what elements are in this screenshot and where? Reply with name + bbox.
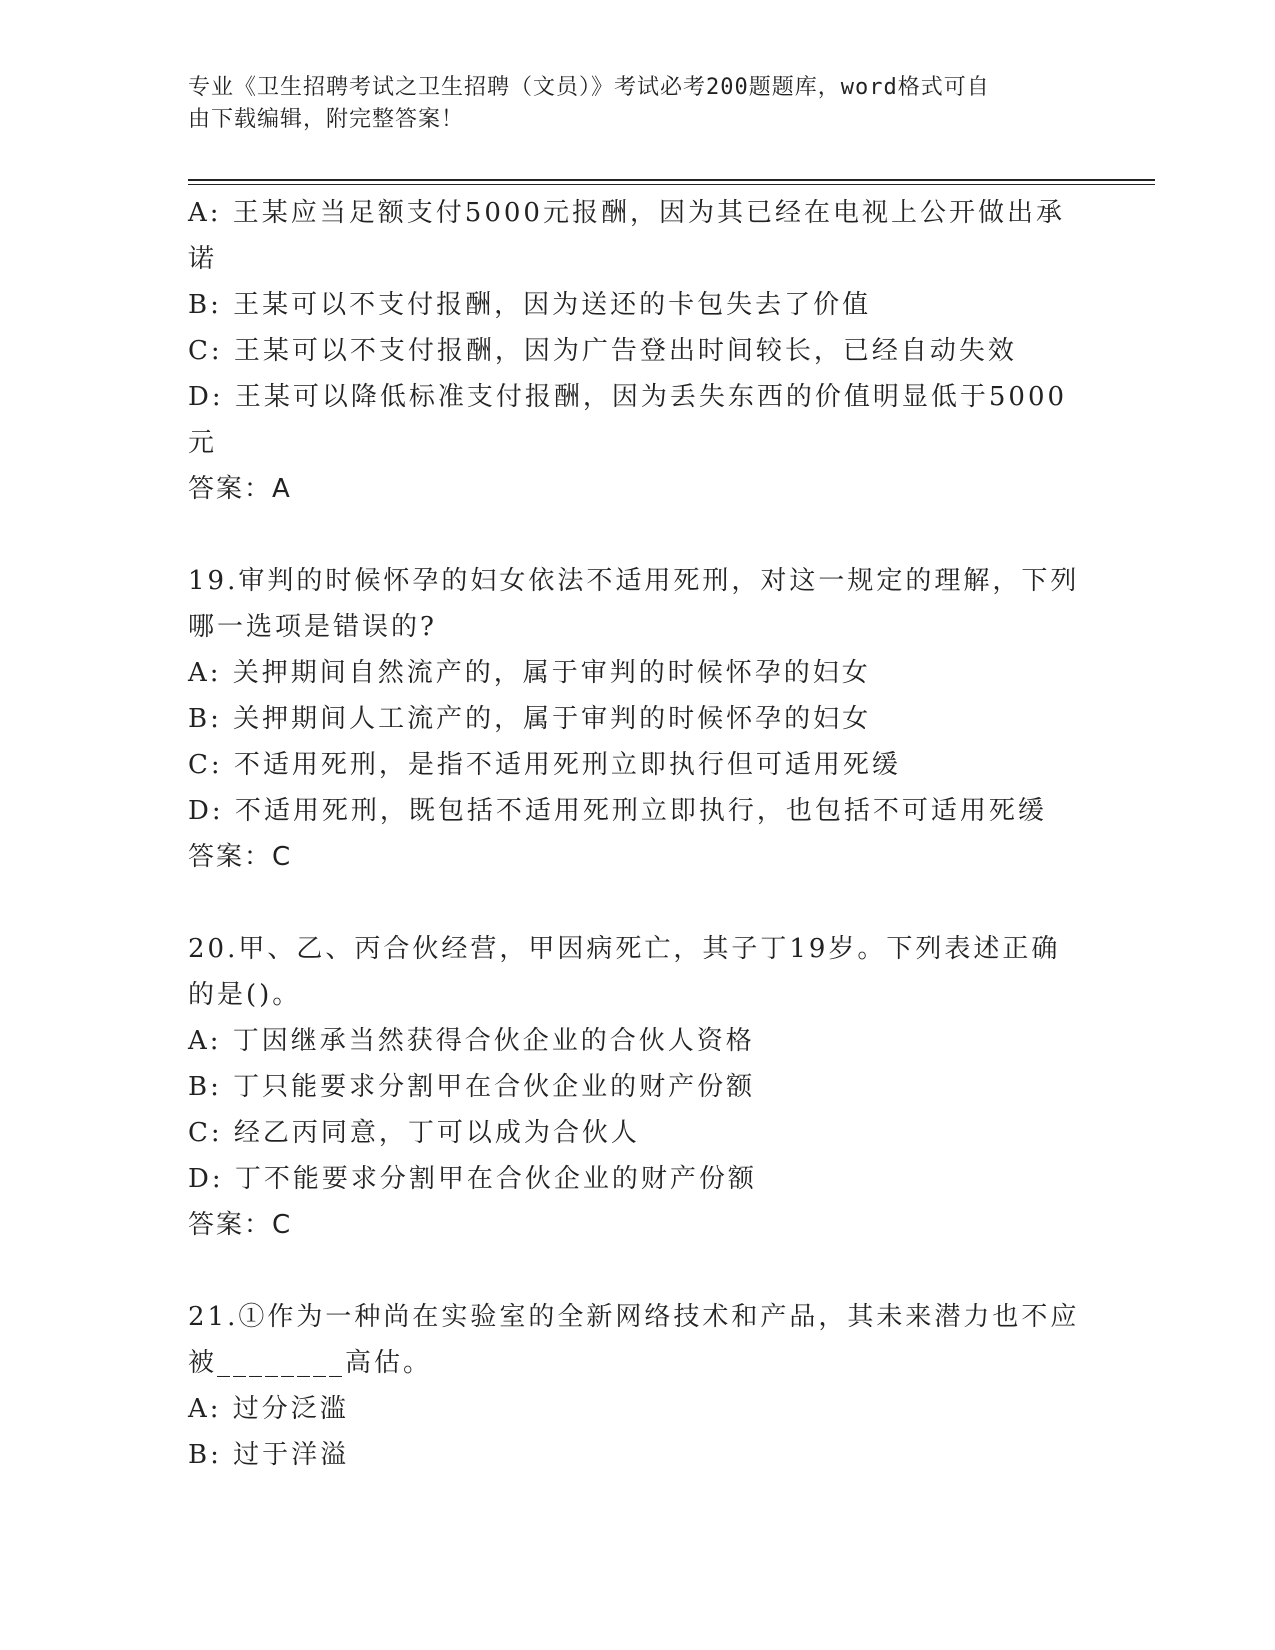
q21-question-line-1: 21.①作为一种尚在实验室的全新网络技术和产品，其未来潜力也不应	[188, 1302, 1080, 1332]
q18-option-a-line-1: A: 王某应当足额支付5000元报酬，因为其已经在电视上公开做出承	[188, 198, 1065, 228]
q20-question-line-1: 20.甲、乙、丙合伙经营，甲因病死亡，其子丁19岁。下列表述正确	[188, 934, 1061, 964]
q21-question-line-2: 被________高估。	[188, 1348, 433, 1378]
q20-answer: 答案：C	[188, 1210, 293, 1240]
spacer	[188, 512, 1088, 558]
q18-answer: 答案：A	[188, 474, 292, 504]
q19-option-a: A: 关押期间自然流产的，属于审判的时候怀孕的妇女	[188, 658, 871, 688]
q19-question-line-1: 19.审判的时候怀孕的妇女依法不适用死刑，对这一规定的理解，下列	[188, 566, 1080, 596]
question-19	[188, 558, 1088, 880]
q20-option-a: A: 丁因继承当然获得合伙企业的合伙人资格	[188, 1026, 755, 1056]
q21-option-b: B: 过于洋溢	[188, 1440, 350, 1470]
q20-option-d: D: 丁不能要求分割甲在合伙企业的财产份额	[188, 1164, 757, 1194]
q18-option-d-line-1: D: 王某可以降低标准支付报酬，因为丢失东西的价值明显低于5000	[188, 382, 1068, 412]
header-rule-thin	[188, 184, 1155, 185]
q18-option-d-line-2: 元	[188, 428, 218, 458]
q18-option-b: B: 王某可以不支付报酬，因为送还的卡包失去了价值	[188, 290, 872, 320]
header-rule-thick	[188, 179, 1155, 181]
q18-option-a-line-2: 诺	[188, 244, 218, 274]
spacer	[188, 1248, 1088, 1294]
q19-question-line-2: 哪一选项是错误的?	[188, 612, 437, 642]
question-20	[188, 926, 1088, 1248]
header-line-2: 由下载编辑，附完整答案！	[188, 107, 465, 132]
spacer	[188, 880, 1088, 926]
q19-option-c: C: 不适用死刑，是指不适用死刑立即执行但可适用死缓	[188, 750, 901, 780]
question-21	[188, 1294, 1088, 1478]
header-line-1: 专业《卫生招聘考试之卫生招聘（文员）》考试必考200题题库，word格式可自	[188, 75, 990, 100]
q19-option-d: D: 不适用死刑，既包括不适用死刑立即执行，也包括不可适用死缓	[188, 796, 1047, 826]
q20-option-b: B: 丁只能要求分割甲在合伙企业的财产份额	[188, 1072, 756, 1102]
q19-answer: 答案：C	[188, 842, 293, 872]
q18-option-c: C: 王某可以不支付报酬，因为广告登出时间较长，已经自动失效	[188, 336, 1017, 366]
q21-option-a: A: 过分泛滥	[188, 1394, 349, 1424]
q20-question-line-2: 的是()。	[188, 980, 302, 1010]
q19-option-b: B: 关押期间人工流产的，属于审判的时候怀孕的妇女	[188, 704, 872, 734]
document-header	[188, 72, 1078, 136]
q20-option-c: C: 经乙丙同意，丁可以成为合伙人	[188, 1118, 640, 1148]
question-18	[188, 190, 1088, 512]
question-content	[188, 190, 1088, 1478]
